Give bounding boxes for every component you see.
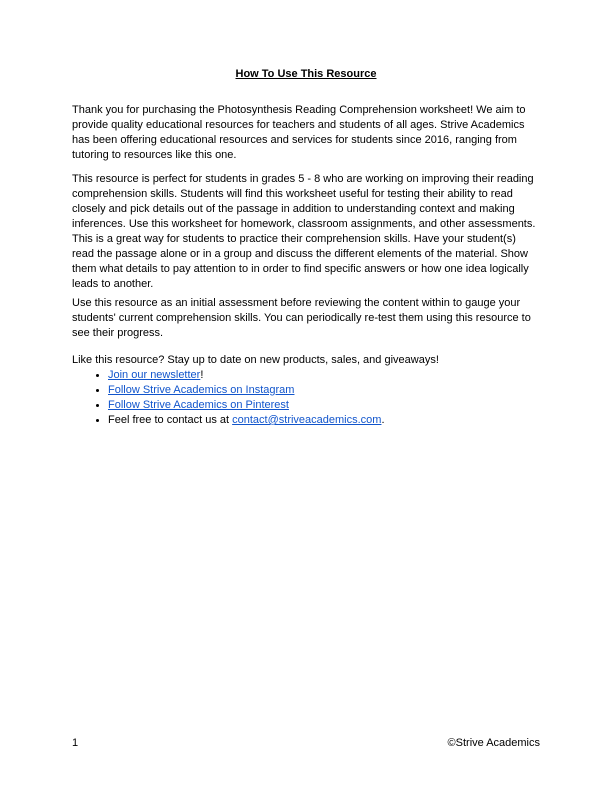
social-links-list <box>72 368 540 428</box>
page-title: How To Use This Resource <box>235 68 377 80</box>
list-item-prefix-text: Feel free to contact us at <box>108 414 233 426</box>
assessment-paragraph: Use this resource as an initial assessment before reviewing the content within to gauge your students' current comprehension skills. You can periodically re-test them using this resource to see their progress. <box>72 297 531 339</box>
instagram-link[interactable]: Follow Strive Academics on Instagram <box>108 384 295 396</box>
intro-paragraph: Thank you for purchasing the Photosynthesis Reading Comprehension worksheet! We aim to provide quality educational resources for teachers and students of all ages. Strive Academics has been offering educational resources and services for students since 2016, ranging from tutoring to resources like this one. <box>72 104 526 161</box>
email-link[interactable]: contact@striveacademics.com <box>232 414 382 426</box>
list-item <box>108 368 540 383</box>
list-item <box>108 398 540 413</box>
stay-up-to-date-paragraph: Like this resource? Stay up to date on new products, sales, and giveaways! <box>72 354 439 366</box>
usage-paragraph: This resource is perfect for students in grades 5 - 8 who are working on improving their reading comprehension skills. Students will find this worksheet useful for testing their ability to read closely and pick details out of the passage in addition to understanding context and making inferences. Use this worksheet for homework, classroom assignments, and other assessments. This is a great way for students to practice their comprehension skills. Have your student(s) read the passage alone or in a group and discuss the different elements of the material. Show them what details to pay attention to in order to find specific answers or how one idea logically leads to another. <box>72 173 536 290</box>
list-item-suffix-text: ! <box>200 369 204 381</box>
pinterest-link[interactable]: Follow Strive Academics on Pinterest <box>108 399 289 411</box>
copyright-text: ©Strive Academics <box>447 737 540 749</box>
list-item <box>108 413 540 428</box>
document-body <box>72 67 540 428</box>
page-footer <box>72 736 540 751</box>
page-number: 1 <box>72 737 79 749</box>
list-item-suffix-text: . <box>381 414 385 426</box>
list-item <box>108 383 540 398</box>
newsletter-link[interactable]: Join our newsletter <box>108 369 201 381</box>
